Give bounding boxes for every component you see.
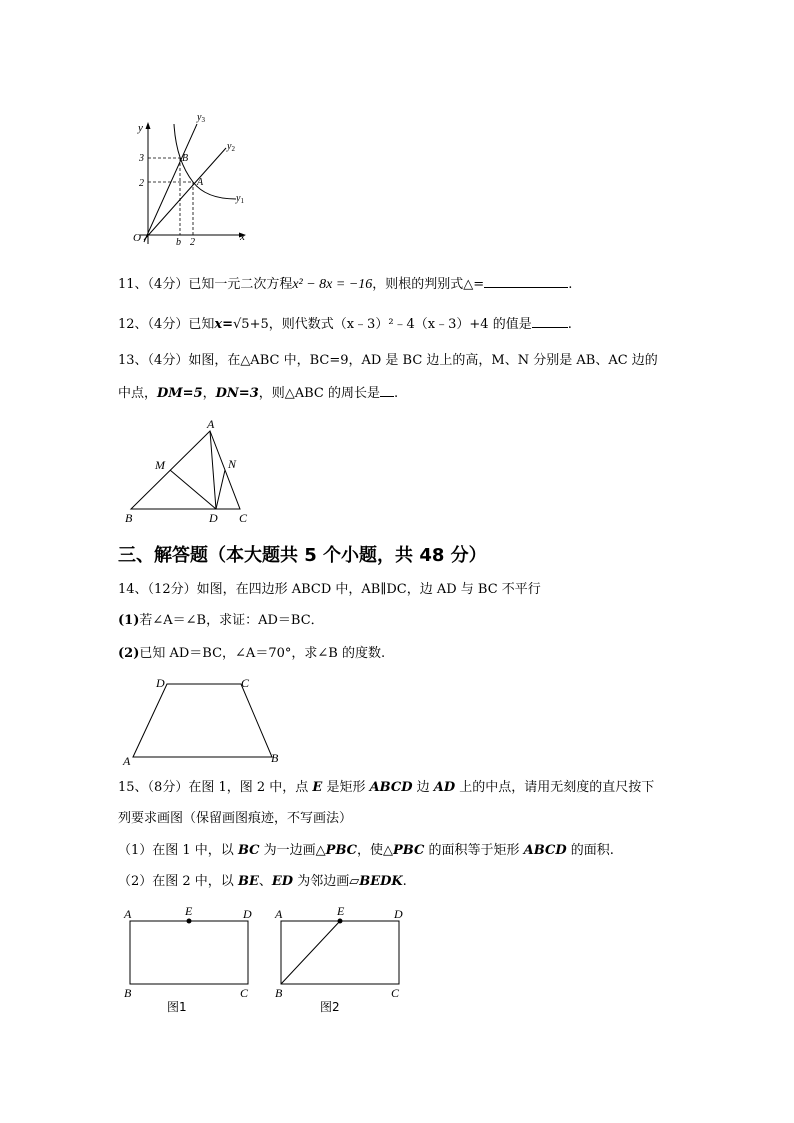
vertex-b: B [271, 751, 279, 765]
q15-text: ，使△ [357, 843, 394, 858]
vertex-a: A [275, 907, 283, 921]
q13-text: 中点， [118, 386, 158, 401]
question-15-line2: 列要求画图（保留画图痕迹，不写画法） [118, 811, 353, 826]
question-15-part2 [118, 873, 407, 891]
vertex-d: D [209, 511, 218, 525]
q12-x: x [214, 317, 223, 332]
q11-end: . [568, 277, 573, 292]
rectangle-figure-1 [120, 902, 265, 1002]
point-e [187, 919, 192, 924]
figure-1-caption: 图1 [167, 1000, 187, 1014]
vertex-c: C [240, 986, 249, 1000]
q13-text: ， [202, 386, 216, 401]
vertex-e: E [185, 904, 193, 918]
point-label-a: A [197, 177, 204, 188]
part-number: (1) [118, 613, 140, 628]
question-12 [118, 315, 572, 334]
q15-text: 的面积等于矩形 [424, 843, 524, 858]
vertex-b: B [124, 986, 132, 1000]
rectangle-figure-2 [270, 902, 415, 1002]
q15-text: . [402, 874, 407, 889]
q12-root: √5 [233, 317, 250, 332]
q15-var: PBC [393, 843, 425, 858]
triangle-abc [131, 431, 240, 509]
q13-dm: DM=5 [157, 386, 203, 401]
trapezoid-abcd [133, 684, 272, 757]
midpoint-m: M [155, 458, 165, 472]
tick-label-2: 2 [139, 178, 144, 189]
q15-var: E [312, 780, 323, 795]
y-axis-arrow [146, 122, 151, 129]
q13-dn: DN=3 [215, 386, 259, 401]
q15-text: 为一边画△ [259, 843, 326, 858]
vertex-a: A [207, 417, 215, 431]
vertex-d: D [156, 676, 165, 690]
q15-text: 的面积. [566, 843, 614, 858]
question-13-line2 [118, 384, 398, 403]
vertex-e: E [337, 904, 345, 918]
function-graph-figure [118, 108, 258, 248]
answer-blank[interactable] [532, 315, 568, 328]
midpoint-n: N [228, 457, 237, 471]
q15-text: （1）在图 1 中，以 [118, 843, 238, 858]
q15-var: AD [433, 780, 456, 795]
question-13-line1: 13、（4分）如图，在△ABC 中，BC=9，AD 是 BC 边上的高，M、N 分别是 AB、AC 边的 [118, 353, 658, 368]
answer-blank[interactable] [380, 384, 394, 397]
point-e [338, 919, 343, 924]
triangle-figure [120, 414, 260, 528]
q15-var: BEDK [359, 874, 403, 889]
tick-label-b: b [176, 237, 181, 248]
segment-be [281, 921, 340, 984]
rectangle-abcd [130, 921, 248, 984]
figure-2-caption: 图2 [320, 1000, 340, 1014]
part-number: (2) [118, 646, 140, 661]
q15-text: 边 [412, 780, 434, 795]
vertex-d: D [243, 907, 252, 921]
q15-text: （2）在图 2 中，以 [118, 874, 238, 889]
q11-equation: x² − 8x = −16 [292, 277, 373, 292]
vertex-a: A [124, 907, 132, 921]
tick-label-3: 3 [139, 153, 144, 164]
question-14-part1 [118, 612, 324, 630]
vertex-c: C [239, 511, 248, 525]
answer-blank[interactable] [484, 275, 568, 288]
question-15-part1 [118, 842, 614, 860]
question-14: 14、（12分）如图，在四边形 ABCD 中，AB∥DC，边 AD 与 BC 不平行 [118, 582, 541, 597]
vertex-b: B [275, 986, 283, 1000]
vertex-a: A [123, 754, 131, 768]
q15-var: ED [271, 874, 294, 889]
q15-text: 、 [258, 874, 272, 889]
altitude-ad [210, 431, 216, 509]
rectangle-abcd [281, 921, 399, 984]
question-15-line1 [118, 779, 654, 797]
point-label-b: B [182, 153, 189, 164]
vertex-c: C [241, 676, 250, 690]
section-heading: 三、解答题（本大题共 5 个小题，共 48 分） [118, 545, 487, 566]
axis-label-y: y [138, 122, 143, 134]
q15-text: 15、（8分）在图 1，图 2 中，点 [118, 780, 313, 795]
q15-var: PBC [325, 843, 358, 858]
q15-text: 为邻边画▱ [293, 874, 360, 889]
q12-prefix: 12、（4分）已知 [118, 317, 215, 332]
label-y2: $y_2$ [227, 141, 235, 153]
axis-label-x: x [240, 231, 245, 243]
part-text: 若∠A＝∠B，求证：AD＝BC． [139, 613, 324, 628]
segment-dm [170, 470, 216, 509]
q11-prefix: 11、（4分）已知一元二次方程 [118, 277, 293, 292]
q12-eq: = [222, 317, 233, 332]
q15-var: ABCD [369, 780, 413, 795]
trapezoid-figure [120, 672, 290, 766]
q15-var: BC [237, 843, 260, 858]
question-14-part2 [118, 645, 385, 663]
q13-end: . [394, 386, 399, 401]
label-y1: $y_1$ [236, 193, 244, 205]
q11-suffix: ，则根的判别式△= [372, 277, 485, 292]
line-y3 [144, 124, 197, 242]
question-11 [118, 275, 572, 294]
label-y3: $y_3$ [197, 112, 205, 124]
tick-label-x2: 2 [190, 237, 195, 248]
q15-var: BE [237, 874, 259, 889]
q15-text: 是矩形 [322, 780, 370, 795]
q12-rest: +5，则代数式（x﹣3）²﹣4（x﹣3）+4 的值是 [249, 317, 532, 332]
vertex-b: B [125, 511, 133, 525]
origin-label: O [133, 232, 141, 244]
q15-var: ABCD [523, 843, 567, 858]
segment-dn [216, 470, 225, 509]
q13-text: ，则△ABC 的周长是 [258, 386, 381, 401]
vertex-c: C [391, 986, 400, 1000]
part-text: 已知 AD＝BC，∠A＝70°，求∠B 的度数. [139, 646, 386, 661]
vertex-d: D [394, 907, 403, 921]
q12-end: . [567, 317, 572, 332]
q15-text: 上的中点，请用无刻度的直尺按下 [455, 780, 655, 795]
